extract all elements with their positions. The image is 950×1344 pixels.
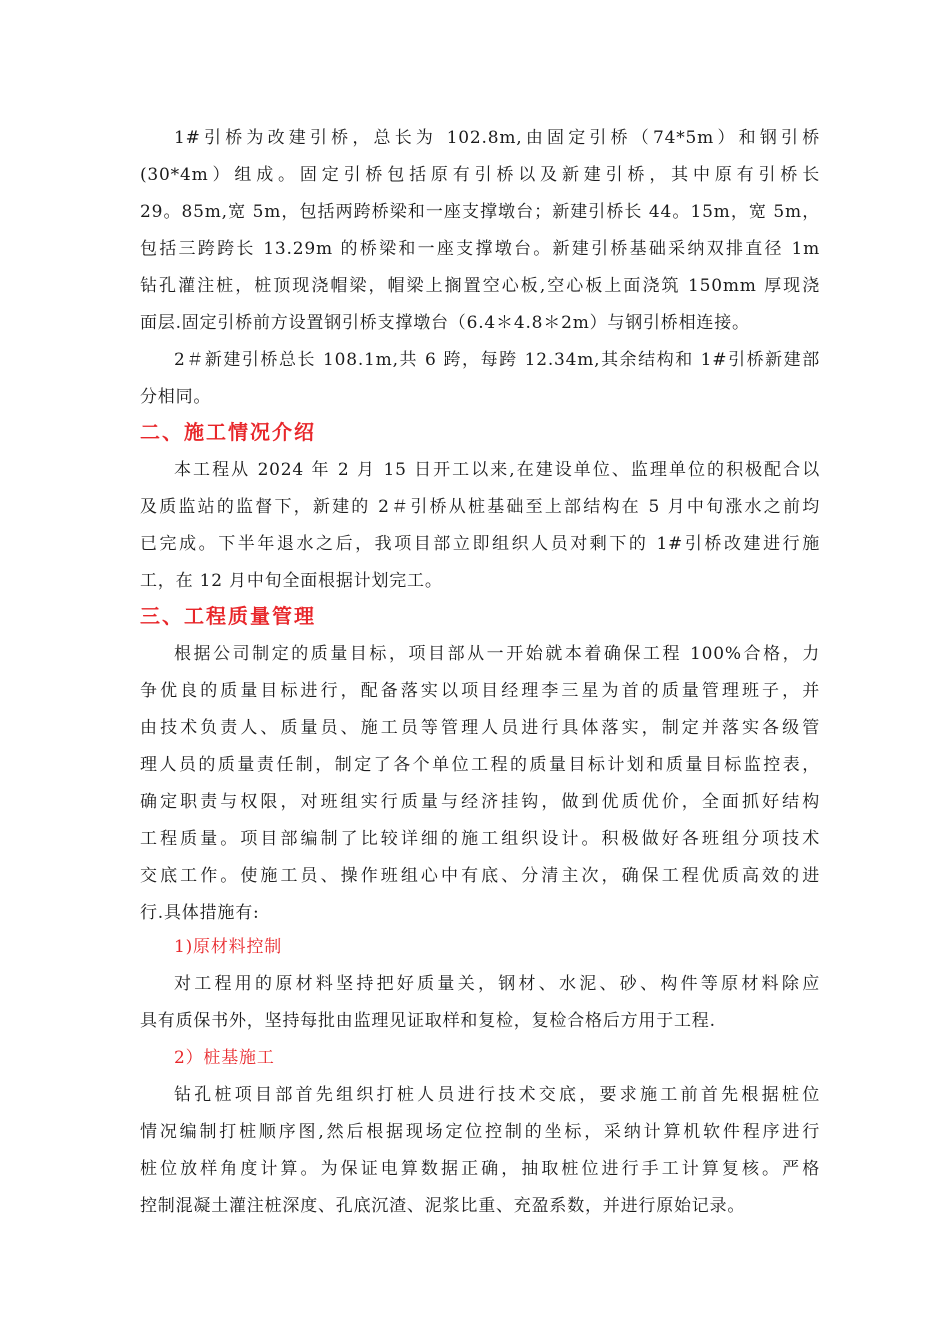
subheading-pile-foundation: 2）桩基施工: [174, 1048, 275, 1068]
paragraph-line: 及质监站的监督下，新建的 2＃引桥从桩基础至上部结构在 5 月中旬涨水之前均: [140, 497, 820, 517]
section-heading-construction-intro: 二、施工情况介绍: [140, 420, 316, 444]
paragraph-line: 面层.固定引桥前方设置钢引桥支撑墩台（6.4＊4.8＊2m）与钢引桥相连接。: [140, 313, 750, 333]
paragraph-line: 桩位放样角度计算。为保证电算数据正确，抽取桩位进行手工计算复核。严格: [140, 1159, 820, 1179]
paragraph-line: 本工程从 2024 年 2 月 15 日开工以来,在建设单位、监理单位的积极配合以: [174, 460, 820, 480]
paragraph-line: 包括三跨跨长 13.29m 的桥梁和一座支撑墩台。新建引桥基础采纳双排直径 1m: [140, 239, 820, 259]
paragraph-line: 钻孔桩项目部首先组织打桩人员进行技术交底，要求施工前首先根据桩位: [174, 1085, 820, 1105]
paragraph-line: 交底工作。使施工员、操作班组心中有底、分清主次，确保工程优质高效的进: [140, 866, 820, 886]
paragraph-line: 根据公司制定的质量目标，项目部从一开始就本着确保工程 100%合格，力: [174, 644, 820, 664]
section-heading-quality-management: 三、工程质量管理: [140, 604, 316, 628]
paragraph-line: 争优良的质量目标进行，配备落实以项目经理李三星为首的质量管理班子，并: [140, 681, 820, 701]
paragraph-line: 对工程用的原材料坚持把好质量关，钢材、水泥、砂、构件等原材料除应: [174, 974, 820, 994]
paragraph-line: 29。85m,宽 5m，包括两跨桥梁和一座支撑墩台；新建引桥长 44。15m，宽 5m，: [140, 202, 820, 222]
paragraph-line: 情况编制打桩顺序图,然后根据现场定位控制的坐标，采纳计算机软件程序进行: [140, 1122, 820, 1142]
paragraph-line: 工程质量。项目部编制了比较详细的施工组织设计。积极做好各班组分项技术: [140, 829, 820, 849]
paragraph-line: 具有质保书外，坚持每批由监理见证取样和复检，复检合格后方用于工程.: [140, 1011, 716, 1031]
paragraph-line: 理人员的质量责任制，制定了各个单位工程的质量目标计划和质量目标监控表，: [140, 755, 820, 775]
paragraph-line: 工，在 12 月中旬全面根据计划完工。: [140, 571, 443, 591]
paragraph-line: 行.具体措施有:: [140, 903, 260, 923]
paragraph-line: 确定职责与权限，对班组实行质量与经济挂钩，做到优质优价，全面抓好结构: [140, 792, 820, 812]
paragraph-line: 控制混凝土灌注桩深度、孔底沉渣、泥浆比重、充盈系数，并进行原始记录。: [140, 1196, 746, 1216]
paragraph-line: 由技术负责人、质量员、施工员等管理人员进行具体落实，制定并落实各级管: [140, 718, 820, 738]
paragraph-line: 钻孔灌注桩，桩顶现浇帽梁，帽梁上搁置空心板,空心板上面浇筑 150mm 厚现浇: [140, 276, 820, 296]
subheading-raw-material-control: 1)原材料控制: [174, 937, 283, 957]
paragraph-line: 1#引桥为改建引桥，总长为 102.8m,由固定引桥（74*5m）和钢引桥: [174, 128, 820, 148]
paragraph-line: 已完成。下半年退水之后，我项目部立即组织人员对剩下的 1#引桥改建进行施: [140, 534, 820, 554]
paragraph-line: 2＃新建引桥总长 108.1m,共 6 跨，每跨 12.34m,其余结构和 1#引桥新建部: [174, 350, 820, 370]
paragraph-line: (30*4m）组成。固定引桥包括原有引桥以及新建引桥，其中原有引桥长: [140, 165, 820, 185]
paragraph-line: 分相同。: [140, 387, 212, 407]
